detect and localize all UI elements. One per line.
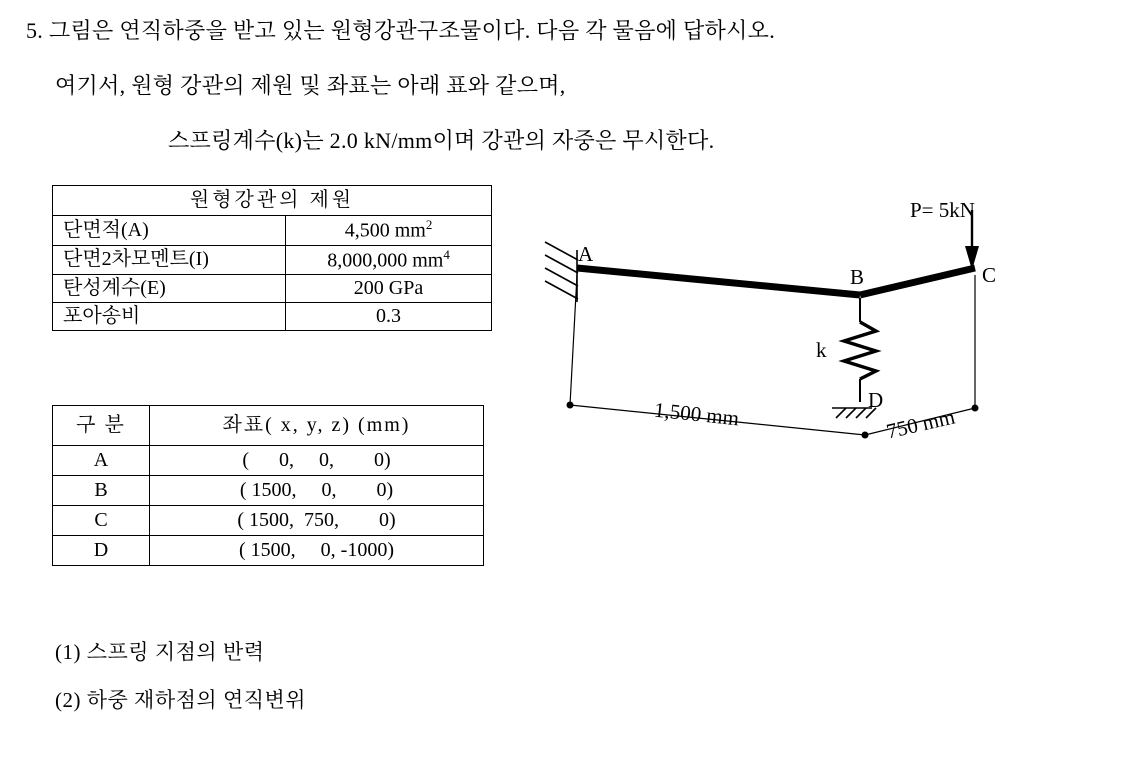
coord-value-d: ( 1500, 0, -1000): [150, 536, 484, 566]
coord-node-c: C: [53, 506, 150, 536]
table-row: [53, 245, 492, 275]
dim-node-dot-c: [972, 405, 979, 412]
coord-node-b: B: [53, 476, 150, 506]
structure-diagram-svg: [520, 180, 1120, 480]
dim-node-dot-a: [567, 402, 574, 409]
table-row: [53, 275, 492, 303]
spring-constant-label: k: [816, 338, 827, 362]
coord-header-node: 구 분: [53, 406, 150, 446]
node-label-a: A: [578, 242, 594, 266]
coord-value-c: ( 1500, 750, 0): [150, 506, 484, 536]
load-label: P= 5kN: [910, 198, 975, 222]
coordinate-table: [52, 405, 484, 566]
spec-value-inertia: [286, 245, 492, 275]
fixed-support-icon: [545, 242, 578, 302]
problem-statement-line-1: 5. 그림은 연직하중을 받고 있는 원형강관구조물이다. 다음 각 물음에 답하시오.: [26, 18, 776, 43]
spec-value-area-sup: 2: [425, 217, 433, 232]
beam-segment-ab: [577, 268, 860, 295]
spec-value-area-text: 4,500 mm: [344, 219, 426, 242]
coord-value-a: ( 0, 0, 0): [150, 446, 484, 476]
dimension-label-bc: 750 mm: [884, 404, 958, 444]
table-header-row: [53, 406, 484, 446]
table-row: [53, 536, 484, 566]
coord-node-a: A: [53, 446, 150, 476]
problem-statement-line-3: 스프링계수(k)는 2.0 kN/mm이며 강관의 자중은 무시한다.: [168, 128, 715, 153]
problem-statement-line-2: 여기서, 원형 강관의 제원 및 좌표는 아래 표와 같으며,: [55, 73, 566, 98]
table-row: [53, 186, 492, 216]
spring-coil-icon: [844, 322, 876, 379]
spec-label-poisson: 포아송비: [53, 303, 286, 331]
structure-figure: [520, 180, 1120, 480]
question-item-1: (1) 스프링 지점의 반력: [55, 640, 265, 664]
spec-value-area: [286, 216, 492, 246]
beam-segment-bc: [860, 268, 975, 295]
node-label-b: B: [850, 265, 865, 289]
coord-header-coords: 좌표( x, y, z) (mm): [150, 406, 484, 446]
spec-value-modulus: 200 GPa: [286, 275, 492, 303]
coord-value-b: ( 1500, 0, 0): [150, 476, 484, 506]
spec-value-poisson: 0.3: [286, 303, 492, 331]
table-row: [53, 303, 492, 331]
node-label-d: D: [868, 388, 884, 412]
table-row: [53, 216, 492, 246]
dim-node-dot-b: [862, 432, 869, 439]
table-row: [53, 446, 484, 476]
spec-label-area: 단면적(A): [53, 216, 286, 246]
spec-label-modulus: 탄성계수(E): [53, 275, 286, 303]
pipe-spec-table: [52, 185, 492, 331]
dimension-label-ab: 1,500 mm: [653, 397, 741, 431]
coord-node-d: D: [53, 536, 150, 566]
node-label-c: C: [982, 263, 997, 287]
spec-value-inertia-text: 8,000,000 mm: [327, 249, 444, 272]
spec-table-title: 원형강관의 제원: [53, 186, 492, 216]
spec-value-inertia-sup: 4: [443, 246, 450, 262]
question-item-2: (2) 하중 재하점의 연직변위: [55, 688, 307, 712]
table-row: [53, 506, 484, 536]
spec-label-inertia: 단면2차모멘트(I): [53, 245, 286, 275]
table-row: [53, 476, 484, 506]
